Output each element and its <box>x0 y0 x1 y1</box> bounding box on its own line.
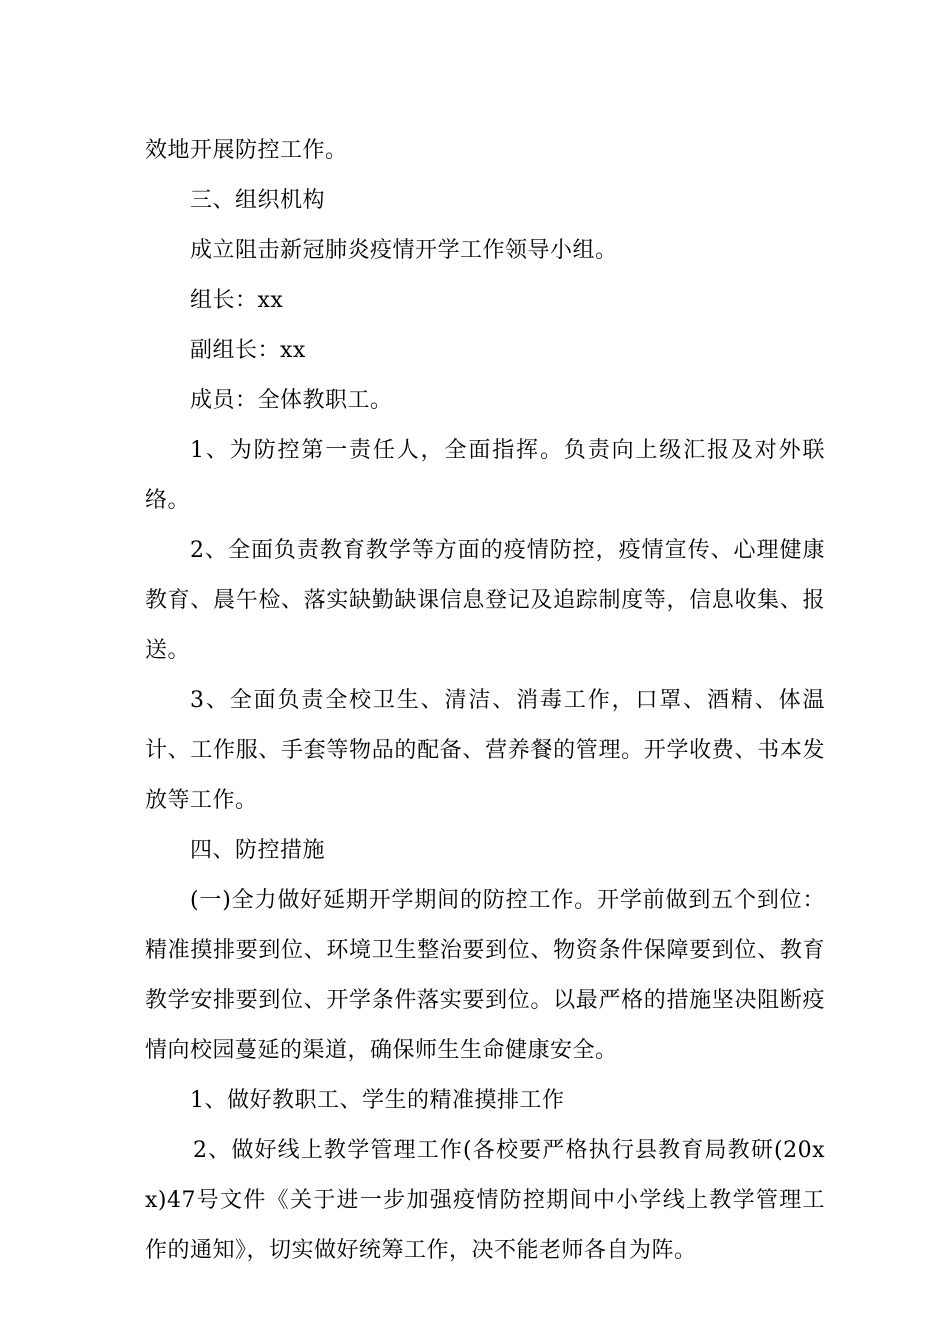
section-heading-measures: 四、防控措施 <box>190 838 326 863</box>
list-item-1: 1、为防控第一责任人，全面指挥。负责向上级汇报及对外联络。 <box>145 438 825 513</box>
document-body <box>145 126 825 1276</box>
paragraph-members: 成员：全体教职工。 <box>190 388 393 413</box>
section-heading-organization: 三、组织机构 <box>190 188 326 213</box>
paragraph-leading-group: 成立阻击新冠肺炎疫情开学工作领导小组。 <box>190 238 618 263</box>
list-item-2: 2、全面负责教育教学等方面的疫情防控，疫情宣传、心理健康教育、晨午检、落实缺勤缺课信息登记及追踪制度等，信息收集、报送。 <box>145 538 825 663</box>
paragraph-group-leader: 组长：xx <box>190 288 284 313</box>
list-item-measure-2: 2、做好线上教学管理工作(各校要严格执行县教育局教研(20xx)47号文件《关于进一步加强疫情防控期间中小学线上教学管理工作的通知》，切实做好统筹工作，决不能老师各自为阵。 <box>145 1138 825 1263</box>
list-item-3: 3、全面负责全校卫生、清洁、消毒工作，口罩、酒精、体温计、工作服、手套等物品的配备、营养餐的管理。开学收费、书本发放等工作。 <box>145 688 825 813</box>
paragraph-measure-1: (一)全力做好延期开学期间的防控工作。开学前做到五个到位：精准摸排要到位、环境卫生整治要到位、物资条件保障要到位、教育教学安排要到位、开学条件落实要到位。以最严格的措施坚决阻断疫情向校园蔓延的渠道，确保师生生命健康安全。 <box>145 888 825 1063</box>
list-item-measure-1: 1、做好教职工、学生的精准摸排工作 <box>190 1088 565 1113</box>
paragraph-deputy-leader: 副组长：xx <box>190 338 306 363</box>
paragraph-continuation: 效地开展防控工作。 <box>145 138 348 163</box>
